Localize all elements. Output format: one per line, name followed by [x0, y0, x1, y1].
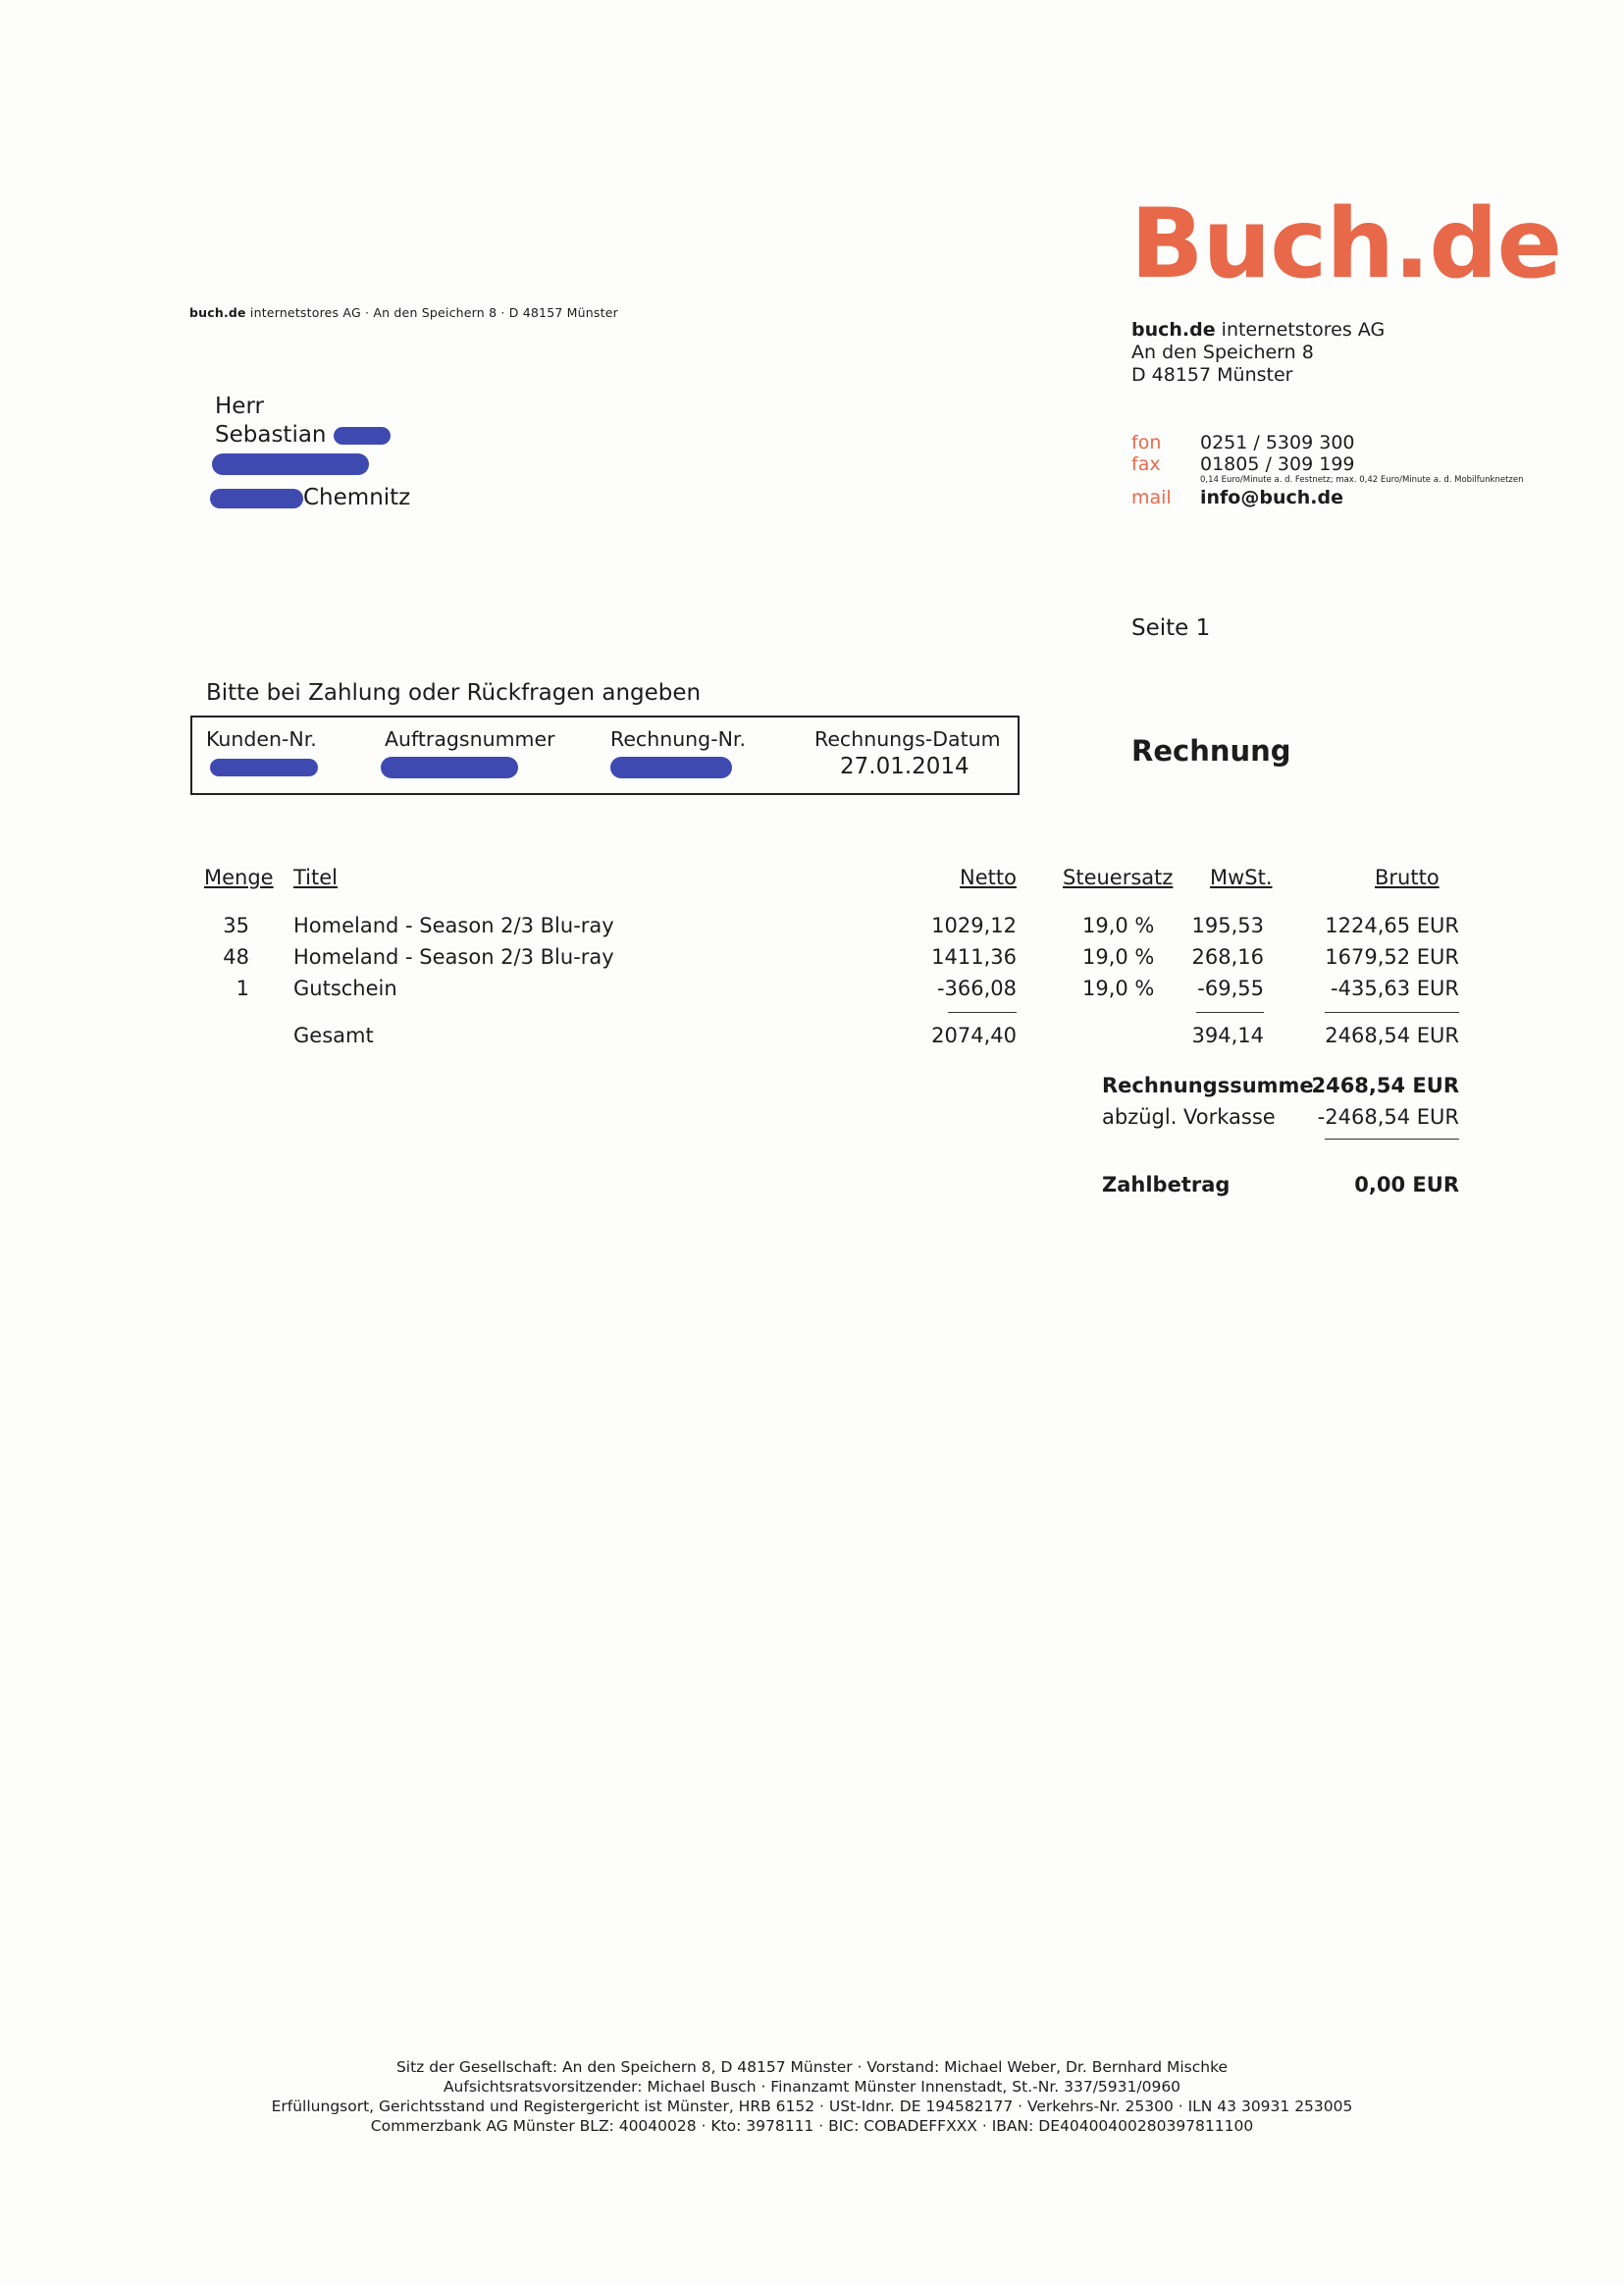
row-1-brutto: 1224,65 EUR: [1325, 914, 1459, 937]
mail-address: info@buch.de: [1200, 487, 1343, 508]
fon-label: fon: [1131, 432, 1162, 453]
row-1-titel: Homeland - Season 2/3 Blu-ray: [293, 914, 614, 937]
row-3-titel: Gutschein: [293, 977, 397, 1000]
footer-line: Aufsichtsratsvorsitzender: Michael Busch · Finanzamt Münster Innenstadt, St.-Nr. 337/5931/0960: [443, 2078, 1181, 2096]
row-2-mwst: 268,16: [1191, 945, 1264, 969]
page-number: Seite 1: [1131, 615, 1211, 641]
footer-line: Sitz der Gesellschaft: An den Speichern 8, D 48157 Münster · Vorstand: Michael Weber, Dr. Bernhard Mischke: [395, 2058, 1229, 2076]
total-mwst: 394,14: [1191, 1024, 1264, 1047]
row-1-steuersatz: 19,0 %: [1082, 914, 1155, 937]
reference-hint: Bitte bei Zahlung oder Rückfragen angeben: [206, 680, 702, 706]
row-3-menge: 1: [236, 977, 249, 1000]
row-2-steuersatz: 19,0 %: [1082, 945, 1155, 969]
recipient-city: Chemnitz: [303, 485, 411, 510]
fon-number: 0251 / 5309 300: [1200, 432, 1355, 453]
recipient-salutation: Herr: [215, 394, 264, 419]
recipient-name: Sebastian: [215, 422, 327, 448]
redaction-mark: [610, 757, 732, 778]
redaction-mark: [212, 453, 369, 475]
row-3-brutto: -435,63 EUR: [1331, 977, 1459, 1000]
col-header-brutto: Brutto: [1375, 866, 1440, 889]
row-1-menge: 35: [223, 914, 249, 937]
redaction-mark: [381, 757, 518, 778]
col-header-steuersatz: Steuersatz: [1063, 866, 1174, 889]
customer-number-label: Kunden-Nr.: [206, 727, 317, 751]
netto-sum-rule: [948, 1012, 1017, 1013]
invoice-date: 27.01.2014: [840, 754, 969, 779]
redaction-mark: [210, 759, 318, 776]
col-header-netto: Netto: [960, 866, 1017, 889]
fax-number: 01805 / 309 199: [1200, 453, 1355, 475]
row-2-titel: Homeland - Season 2/3 Blu-ray: [293, 945, 614, 969]
company-address-block: [1131, 319, 1385, 387]
recipient-address: [215, 393, 410, 512]
prepayment-value: -2468,54 EUR: [1317, 1105, 1459, 1129]
contact-block: [1131, 432, 1524, 508]
sender-company: buch.de: [189, 305, 246, 320]
company-name-bold: buch.de: [1131, 319, 1216, 341]
document-title: Rechnung: [1131, 734, 1291, 768]
row-1-netto: 1029,12: [931, 914, 1017, 937]
invoice-sum-value: 2468,54 EUR: [1311, 1074, 1459, 1097]
amount-due-label: Zahlbetrag: [1102, 1173, 1231, 1196]
order-number-label: Auftragsnummer: [385, 727, 555, 751]
row-3-netto: -366,08: [936, 977, 1017, 1000]
footer-line: Commerzbank AG Münster BLZ: 40040028 · Kto: 3978111 · BIC: COBADEFFXXX · IBAN: DE40400400280397811100: [370, 2117, 1254, 2135]
footer-line: Erfüllungsort, Gerichtsstand und Registergericht ist Münster, HRB 6152 · USt-Idnr. DE 194582177 · Verkehrs-Nr. 25300 · ILN 43 30931 253005: [271, 2098, 1353, 2115]
buch-de-logo: Buch.de: [1129, 188, 1561, 300]
mail-label: mail: [1131, 487, 1172, 508]
col-header-titel: Titel: [293, 866, 339, 889]
row-3-mwst: -69,55: [1197, 977, 1264, 1000]
prepayment-rule: [1325, 1139, 1459, 1140]
amount-due-value: 0,00 EUR: [1354, 1173, 1459, 1196]
company-city: D 48157 Münster: [1131, 364, 1293, 386]
row-1-mwst: 195,53: [1191, 914, 1264, 937]
invoice-sum-label: Rechnungssumme: [1102, 1074, 1314, 1097]
col-header-menge: Menge: [204, 866, 274, 889]
invoice-date-label: Rechnungs-Datum: [814, 727, 1001, 751]
row-2-netto: 1411,36: [931, 945, 1017, 969]
mwst-sum-rule: [1196, 1012, 1264, 1013]
total-brutto: 2468,54 EUR: [1325, 1024, 1459, 1047]
invoice-number-label: Rechnung-Nr.: [610, 727, 746, 751]
reference-box: [190, 716, 1020, 795]
total-label: Gesamt: [293, 1024, 374, 1047]
company-street: An den Speichern 8: [1131, 342, 1314, 363]
brutto-sum-rule: [1325, 1012, 1459, 1013]
prepayment-label: abzügl. Vorkasse: [1102, 1105, 1276, 1129]
sender-address-line: [189, 305, 618, 320]
redaction-mark: [210, 489, 303, 508]
total-netto: 2074,40: [931, 1024, 1017, 1047]
row-2-brutto: 1679,52 EUR: [1325, 945, 1459, 969]
legal-footer: [0, 2057, 1624, 2136]
row-2-menge: 48: [223, 945, 249, 969]
sender-address: internetstores AG · An den Speichern 8 · D 48157 Münster: [245, 305, 618, 320]
company-name-rest: internetstores AG: [1215, 319, 1386, 341]
fax-cost-note: 0,14 Euro/Minute a. d. Festnetz; max. 0,42 Euro/Minute a. d. Mobilfunknetzen: [1200, 475, 1524, 485]
redaction-mark: [334, 427, 391, 445]
row-3-steuersatz: 19,0 %: [1082, 977, 1155, 1000]
col-header-mwst: MwSt.: [1210, 866, 1273, 889]
fax-label: fax: [1131, 453, 1161, 475]
